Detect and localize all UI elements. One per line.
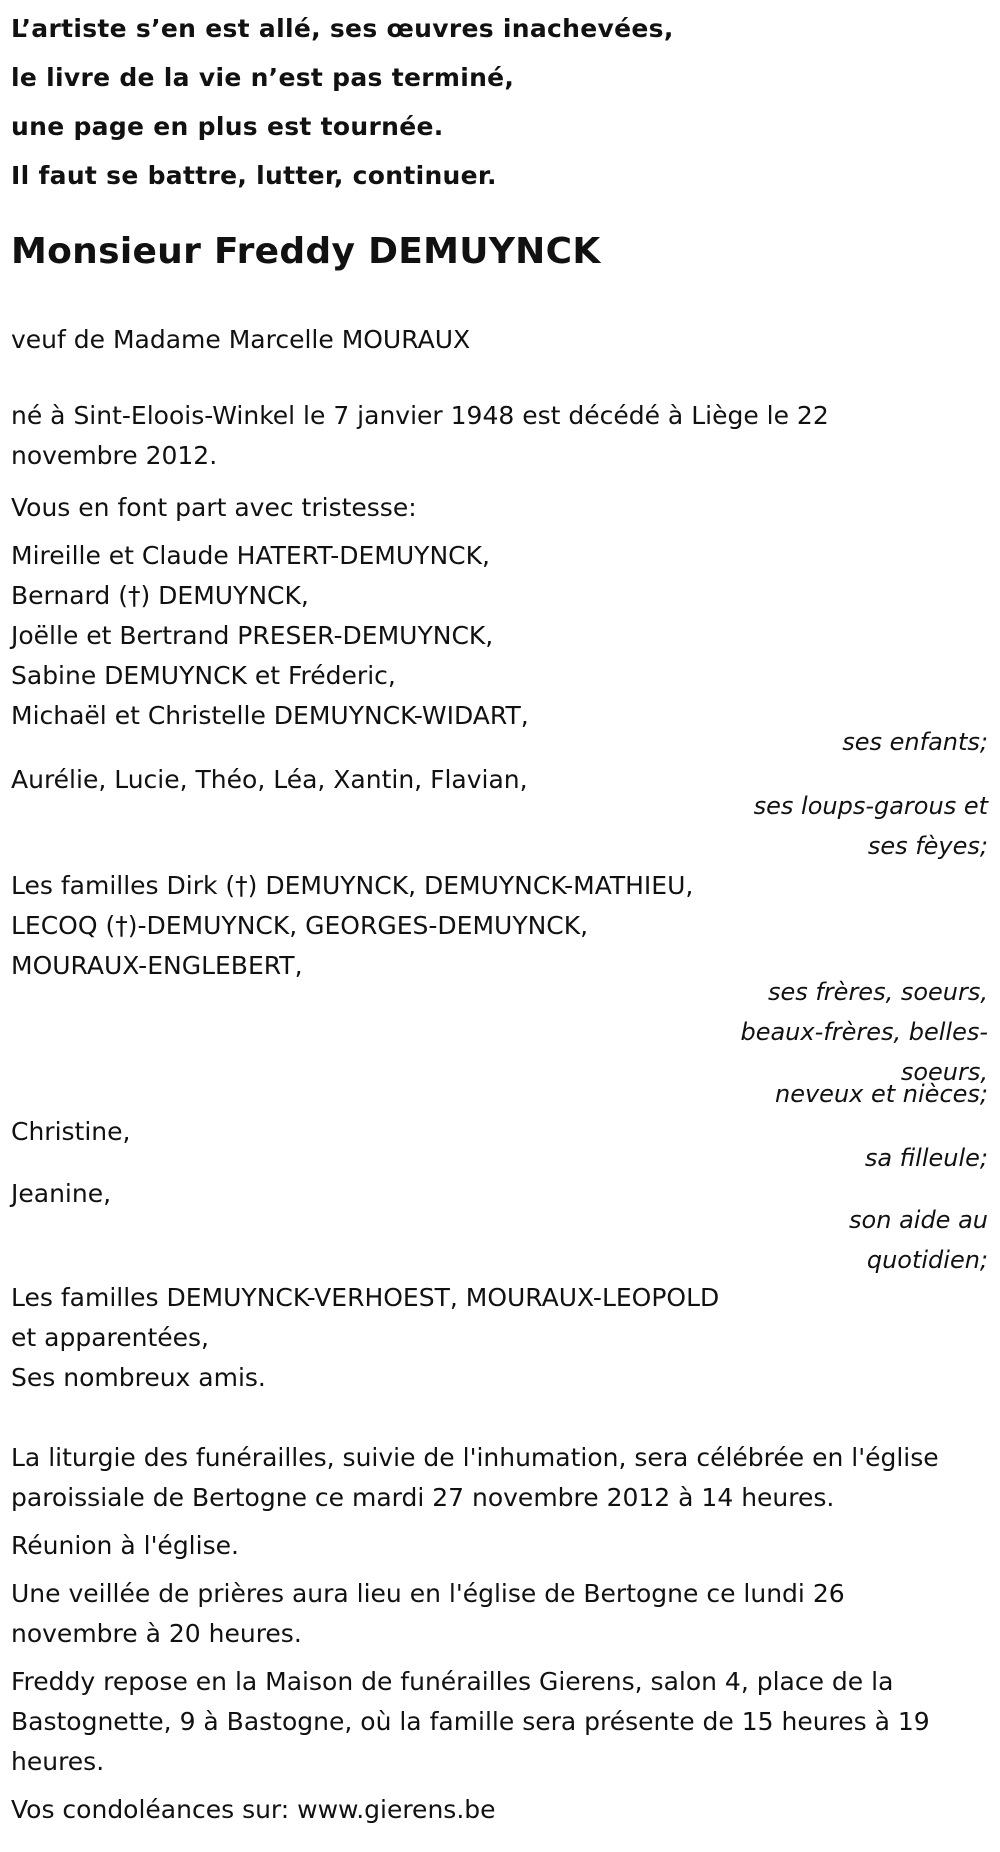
poem-line: Il faut se battre, lutter, continuer. — [11, 161, 497, 190]
grandchildren-line: Aurélie, Lucie, Théo, Léa, Xantin, Flavian, — [11, 765, 528, 794]
goddaughter-role: sa filleule; — [864, 1144, 988, 1172]
child-line: Michaël et Christelle DEMUYNCK-WIDART, — [11, 701, 529, 730]
birth-death-line: né à Sint-Eloois-Winkel le 7 janvier 1948 est décédé à Liège le 22 — [11, 401, 829, 430]
helper-role: son aide au — [849, 1206, 988, 1234]
child-line: Sabine DEMUYNCK et Fréderic, — [11, 661, 396, 690]
poem-line: L’artiste s’en est allé, ses œuvres inachevées, — [11, 14, 674, 43]
grandchildren-role: ses fèyes; — [867, 832, 988, 860]
widow-of-line: veuf de Madame Marcelle MOURAUX — [11, 325, 471, 354]
families-line: Ses nombreux amis. — [11, 1363, 266, 1392]
poem — [11, 4, 711, 200]
liturgy-line: La liturgie des funérailles, suivie de l'inhumation, sera célébrée en l'église — [11, 1443, 939, 1472]
families-line: et apparentées, — [11, 1323, 209, 1352]
condolences-line: Vos condoléances sur: www.gierens.be — [11, 1795, 496, 1824]
helper-line: Jeanine, — [11, 1179, 112, 1208]
child-line: Mireille et Claude HATERT-DEMUYNCK, — [11, 541, 490, 570]
siblings-line: Les familles Dirk (†) DEMUYNCK, DEMUYNCK-MATHIEU, — [11, 871, 694, 900]
siblings-line: MOURAUX-ENGLEBERT, — [11, 951, 303, 980]
child-line: Joëlle et Bertrand PRESER-DEMUYNCK, — [11, 621, 494, 650]
child-line: Bernard (†) DEMUYNCK, — [11, 581, 309, 610]
siblings-role: soeurs, — [900, 1058, 988, 1086]
birth-death-line: novembre 2012. — [11, 441, 218, 470]
poem-line: le livre de la vie n’est pas terminé, — [11, 63, 515, 92]
liturgy-line: paroissiale de Bertogne ce mardi 27 novembre 2012 à 14 heures. — [11, 1483, 835, 1512]
siblings-role: beaux-frères, belles- — [740, 1018, 988, 1046]
rest-line: Freddy repose en la Maison de funérailles Gierens, salon 4, place de la — [11, 1667, 894, 1696]
helper-role: quotidien; — [866, 1246, 988, 1274]
goddaughter-line: Christine, — [11, 1117, 131, 1146]
siblings-role: neveux et nièces; — [775, 1080, 988, 1108]
poem-line: une page en plus est tournée. — [11, 112, 444, 141]
rest-line: Bastognette, 9 à Bastogne, où la famille sera présente de 15 heures à 19 — [11, 1707, 930, 1736]
deceased-name: Monsieur Freddy DEMUYNCK — [11, 231, 601, 272]
siblings-line: LECOQ (†)-DEMUYNCK, GEORGES-DEMUYNCK, — [11, 911, 589, 940]
meeting-line: Réunion à l'église. — [11, 1531, 239, 1560]
siblings-role: ses frères, soeurs, — [767, 978, 988, 1006]
announcement-intro: Vous en font part avec tristesse: — [11, 493, 417, 522]
families-line: Les familles DEMUYNCK-VERHOEST, MOURAUX-LEOPOLD — [11, 1283, 720, 1312]
vigil-line: novembre à 20 heures. — [11, 1619, 302, 1648]
children-role: ses enfants; — [842, 728, 988, 756]
vigil-line: Une veillée de prières aura lieu en l'église de Bertogne ce lundi 26 — [11, 1579, 845, 1608]
grandchildren-role: ses loups-garous et — [753, 792, 988, 820]
rest-line: heures. — [11, 1747, 105, 1776]
